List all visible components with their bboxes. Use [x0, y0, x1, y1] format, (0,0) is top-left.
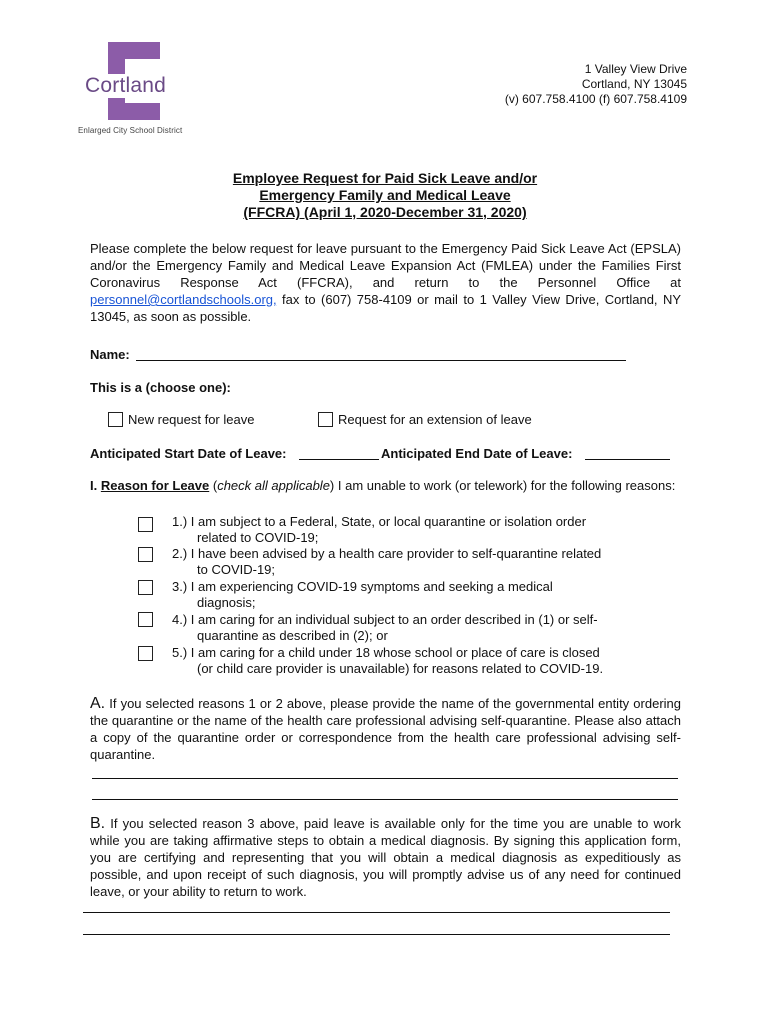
form-title	[0, 170, 770, 221]
district-logo	[78, 42, 190, 136]
start-date-label: Anticipated Start Date of Leave:	[90, 446, 287, 461]
choose-one-label: This is a (choose one):	[90, 380, 231, 395]
section-a-answer-line-2[interactable]	[92, 799, 678, 800]
intro-paragraph	[90, 240, 681, 325]
title-line-3: (FFCRA) (April 1, 2020-December 31, 2020)	[243, 204, 527, 220]
reason-5-line-1: 5.) I am caring for a child under 18 whose school or place of care is closed	[172, 645, 600, 660]
intro-text-end: fax to (607) 758-4109 or mail to 1 Valley View Drive, Cortland, NY 13045, as soon as possible.	[90, 292, 681, 324]
reason-2	[172, 546, 601, 578]
personnel-email-link[interactable]: personnel@cortlandschools.org,	[90, 292, 277, 307]
name-field[interactable]	[136, 360, 626, 361]
new-request-checkbox[interactable]	[108, 412, 123, 427]
section-a-paragraph	[90, 695, 681, 763]
section-b-answer-line-2[interactable]	[83, 934, 670, 935]
reason-3	[172, 579, 553, 611]
reason-section-number: I.	[90, 478, 98, 493]
reason-intro: I am unable to work (or telework) for the following reasons:	[334, 478, 676, 493]
section-a-text: If you selected reasons 1 or 2 above, please provide the name of the governmental entity ordering the quarantine or the name of the health care professional advising self-quarantine. Please also attach a copy of the quarantine order or correspondence from the health care professional advising self-quarantine.	[90, 696, 681, 762]
reason-4-checkbox[interactable]	[138, 612, 153, 627]
reason-2-line-1: 2.) I have been advised by a health care provider to self-quarantine related	[172, 546, 602, 561]
reason-3-checkbox[interactable]	[138, 580, 153, 595]
section-b-answer-line-1[interactable]	[83, 912, 670, 913]
reason-5-checkbox[interactable]	[138, 646, 153, 661]
end-date-field[interactable]	[585, 459, 670, 460]
district-address	[505, 62, 687, 107]
reason-2-line-2: to COVID-19;	[197, 562, 276, 577]
section-a-letter: A.	[90, 695, 106, 712]
logo-subtitle: Enlarged City School District	[78, 126, 183, 135]
name-label: Name:	[90, 347, 130, 362]
reason-section-title: Reason for Leave	[100, 478, 210, 493]
intro-text: Please complete the below request for leave pursuant to the Emergency Paid Sick Leave Act (EPSLA) and/or the Emergency Family and Medical Leave Expansion Act (FMLEA) under the Families First Coronavirus Response Act (FFCRA), and return to the Personnel Office at	[90, 241, 681, 290]
reason-5-line-2: (or child care provider is unavailable) for reasons related to COVID-19.	[197, 661, 604, 676]
reason-4	[172, 612, 598, 644]
extension-request-label: Request for an extension of leave	[338, 412, 532, 427]
reason-1	[172, 514, 586, 546]
end-date-label: Anticipated End Date of Leave:	[381, 446, 573, 461]
reason-header: I. Reason for Leave (check all applicable) I am unable to work (or telework) for the following reasons:	[90, 478, 676, 493]
reason-3-line-1: 3.) I am experiencing COVID-19 symptoms and seeking a medical	[172, 579, 553, 594]
address-line-2: Cortland, NY 13045	[581, 77, 687, 91]
address-line-3: (v) 607.758.4100 (f) 607.758.4109	[504, 92, 687, 106]
extension-request-checkbox[interactable]	[318, 412, 333, 427]
reason-1-checkbox[interactable]	[138, 517, 153, 532]
reason-1-line-2: related to COVID-19;	[197, 530, 319, 545]
section-a-answer-line-1[interactable]	[92, 778, 678, 779]
logo-wordmark: Cortland	[85, 74, 166, 97]
section-b-letter: B.	[90, 815, 106, 832]
reason-2-checkbox[interactable]	[138, 547, 153, 562]
reason-1-line-1: 1.) I am subject to a Federal, State, or local quarantine or isolation order	[172, 514, 587, 529]
address-line-1: 1 Valley View Drive	[584, 62, 687, 76]
reason-4-line-2: quarantine as described in (2); or	[197, 628, 388, 643]
title-line-1: Employee Request for Paid Sick Leave and/or	[232, 170, 538, 186]
start-date-field[interactable]	[299, 459, 379, 460]
reason-4-line-1: 4.) I am caring for an individual subject to an order described in (1) or self-	[172, 612, 598, 627]
section-b-paragraph	[90, 815, 681, 900]
reason-3-line-2: diagnosis;	[197, 595, 256, 610]
section-b-text: If you selected reason 3 above, paid leave is available only for the time you are unable to work while you are taking affirmative steps to obtain a medical diagnosis. By signing this application form, you are certifying and representing that you will obtain a medical diagnosis as expeditiously as possible, and upon receipt of such diagnosis, you will promptly advise us of any need for continued leave, or your ability to return to work.	[90, 816, 681, 899]
reason-note: check all applicable	[217, 478, 330, 493]
reason-5	[172, 645, 603, 677]
new-request-label: New request for leave	[128, 412, 255, 427]
title-line-2: Emergency Family and Medical Leave	[259, 187, 511, 203]
